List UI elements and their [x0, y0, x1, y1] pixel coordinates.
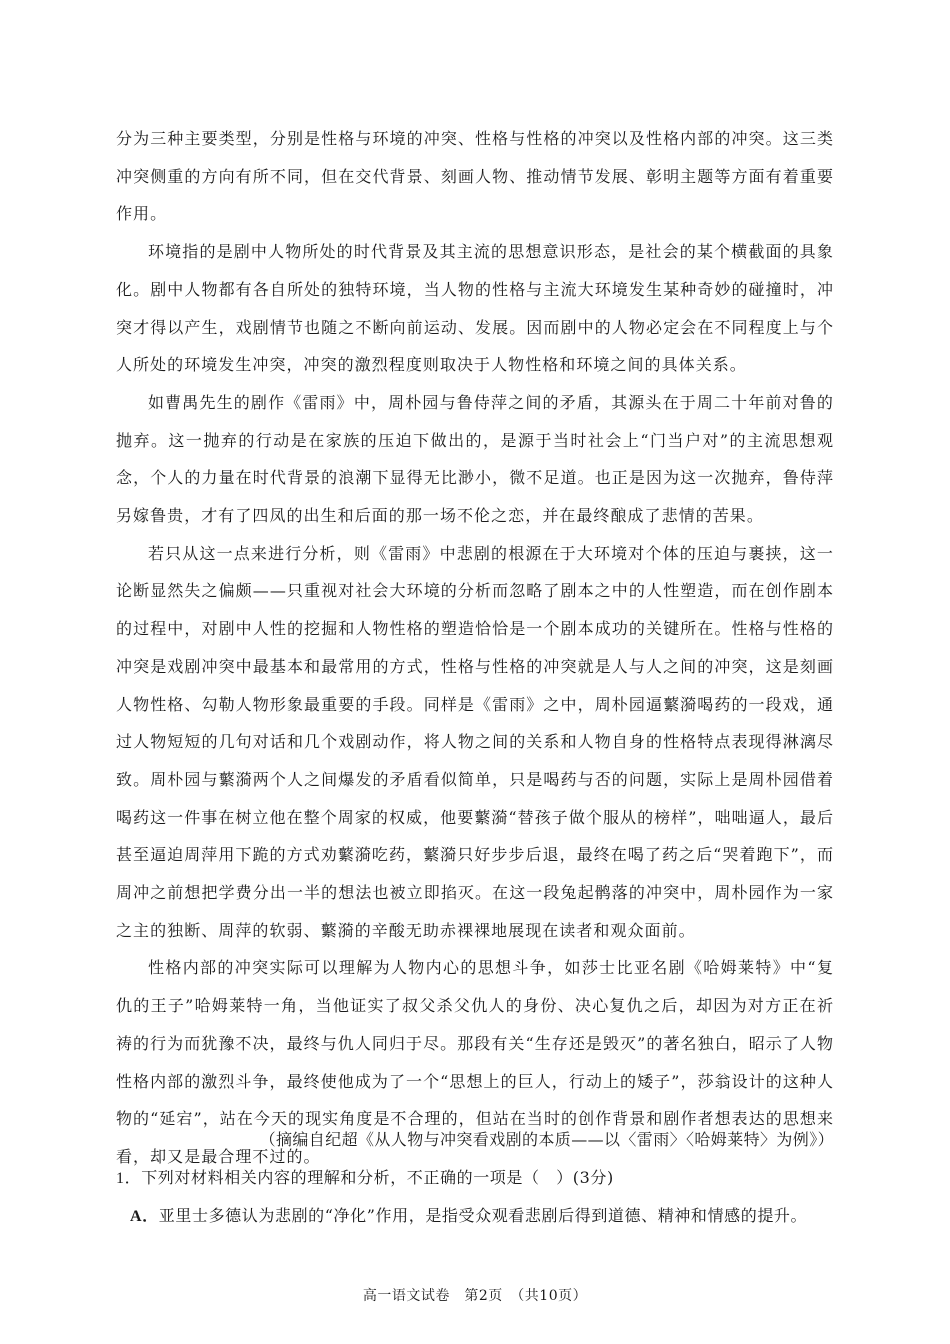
paragraph-inner-conflict: 性格内部的冲突实际可以理解为人物内心的思想斗争，如莎士比亚名剧《哈姆莱特》中“复仇的王子”哈姆莱特一角，当他证实了叔父杀父仇人的身份、决心复仇之后，却因为对方正在祈祷的行为而犹豫不决，最终与仇人同归于尽。那段有关“生存还是毁灭”的著名独白，昭示了人物性格内部的激烈斗争，最终使他成为了一个“思想上的巨人，行动上的矮子”，莎翁设计的这种人物的“延宕”，站在今天的现实角度是不合理的，但站在当时的创作背景和剧作者想表达的思想来看，却又是最合理不过的。 — [116, 958, 834, 1166]
paragraph-thunderstorm-example: 如曹禺先生的剧作《雷雨》中，周朴园与鲁侍萍之间的矛盾，其源头在于周二十年前对鲁的抛弃。这一抛弃的行动是在家族的压迫下做出的，是源于当时社会上“门当户对”的主流思想观念，个人的力量在时代背景的浪潮下显得无比渺小，微不足道。也正是因为这一次抛弃，鲁侍萍另嫁鲁贵，才有了四凤的出生和后面的那一场不伦之恋，并在最终酿成了悲情的苦果。 — [116, 392, 834, 526]
paragraph-character-conflict: 若只从这一点来进行分析，则《雷雨》中悲剧的根源在于大环境对个体的压迫与裹挟，这一论断显然失之偏颇——只重视对社会大环境的分析而忽略了剧本之中的人性塑造，而在创作剧本的过程中，对剧中人性的挖掘和人物性格的塑造恰恰是一个剧本成功的关键所在。性格与性格的冲突是戏剧冲突中最基本和最常用的方式，性格与性格的冲突就是人与人之间的冲突，这是刻画人物性格、勾勒人物形象最重要的手段。同样是《雷雨》之中，周朴园逼蘩漪喝药的一段戏，通过人物短短的几句对话和几个戏剧动作，将人物之间的关系和人物自身的性格特点表现得淋漓尽致。周朴园与蘩漪两个人之间爆发的矛盾看似简单，只是喝药与否的问题，实际上是周朴园借着喝药这一件事在树立他在整个周家的权威，他要蘩漪“替孩子做个服从的榜样”，咄咄逼人，最后甚至逼迫周萍用下跪的方式劝蘩漪吃药，蘩漪只好步步后退，最终在喝了药之后“哭着跑下”，而周冲之前想把学费分出一半的想法也被立即掐灭。在这一段兔起鹘落的冲突中，周朴园作为一家之主的独断、周萍的软弱、蘩漪的辛酸无助赤裸裸地展现在读者和观众面前。 — [116, 543, 834, 940]
question-text: 下列对材料相关内容的理解和分析，不正确的一项是（ ）(3分) — [141, 1168, 614, 1187]
source-citation: （摘编自纪超《从人物与冲突看戏剧的本质——以〈雷雨〉〈哈姆莱特〉为例》） — [259, 1130, 834, 1149]
paragraph-environment-conflict: 环境指的是剧中人物所处的时代背景及其主流的思想意识形态，是社会的某个横截面的具象化。剧中人物都有各自所处的独特环境，当人物的性格与主流大环境发生某种奇妙的碰撞时，冲突才得以产生，戏剧情节也随之不断向前运动、发展。因而剧中的人物必定会在不同程度上与个人所处的环境发生冲突，冲突的激烈程度则取决于人物性格和环境之间的具体关系。 — [116, 242, 834, 375]
paragraph-continued: 分为三种主要类型，分别是性格与环境的冲突、性格与性格的冲突以及性格内部的冲突。这三类冲突侧重的方向有所不同，但在交代背景、刻画人物、推动情节发展、彰明主题等方面有着重要作用。 — [116, 129, 834, 224]
question-1 — [116, 1162, 834, 1195]
option-text: 亚里士多德认为悲剧的“净化”作用，是指受众观看悲剧后得到道德、精神和情感的提升。 — [158, 1206, 808, 1225]
page-footer: 高一语文试卷 第2页 （共10页） — [362, 1288, 588, 1304]
option-letter: A． — [130, 1208, 159, 1225]
question-number: 1． — [116, 1170, 142, 1187]
article-body — [116, 120, 834, 1176]
option-a — [130, 1200, 834, 1233]
